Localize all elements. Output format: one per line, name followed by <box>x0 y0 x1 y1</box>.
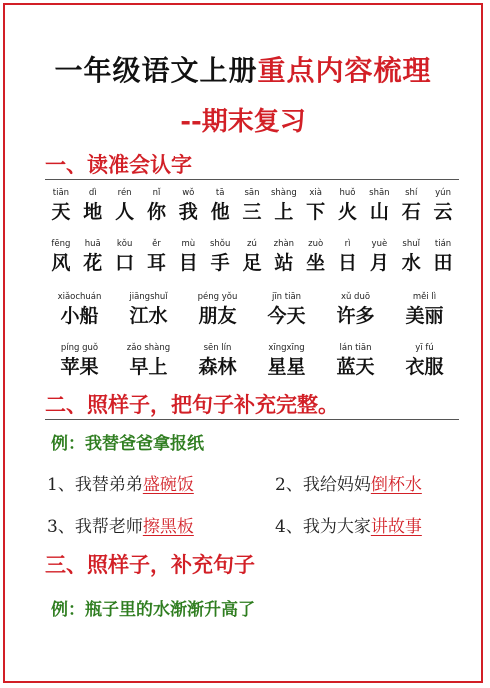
pinyin-label: xià <box>309 188 322 198</box>
char-row-1 <box>45 187 459 233</box>
hanzi-label: 火 <box>338 201 358 223</box>
pinyin-label: shí <box>405 188 418 198</box>
char-cell <box>395 187 427 225</box>
char-cell <box>77 238 109 276</box>
char-cell <box>204 238 236 276</box>
page-subtitle: --期末复习 <box>180 107 306 137</box>
section3-example: 例：瓶子里的水渐渐升高了 <box>51 600 255 620</box>
char-cell <box>172 238 204 276</box>
word-cell <box>114 342 183 380</box>
char-cell <box>332 187 364 225</box>
pinyin-label: yī fú <box>415 343 434 353</box>
char-cell <box>109 238 141 276</box>
hanzi-label: 天 <box>51 201 71 223</box>
hanzi-label: 苹果 <box>60 356 99 378</box>
pinyin-label: yún <box>435 188 451 198</box>
hanzi-label: 小船 <box>60 305 99 327</box>
char-cell <box>45 187 77 225</box>
pinyin-label: huǒ <box>339 188 356 198</box>
hanzi-label: 云 <box>433 201 453 223</box>
pinyin-label: lán tiān <box>339 343 372 353</box>
char-cell <box>363 187 395 225</box>
pinyin-label: měi lì <box>412 292 437 302</box>
hanzi-label: 江水 <box>129 305 168 327</box>
pinyin-label: shàng <box>270 188 297 198</box>
hanzi-label: 坐 <box>306 252 326 274</box>
hanzi-label: 衣服 <box>405 356 444 378</box>
section2-divider <box>45 419 459 420</box>
hanzi-label: 手 <box>210 252 230 274</box>
word-cell <box>183 291 252 329</box>
pinyin-label: dì <box>88 188 97 198</box>
word-cell <box>114 291 183 329</box>
hanzi-label: 上 <box>274 201 294 223</box>
sentence-prefix: 3、我帮老师 <box>47 517 143 537</box>
hanzi-label: 你 <box>146 201 166 223</box>
sentence-prefix: 1、我替弟弟 <box>47 475 143 495</box>
pinyin-label: shuǐ <box>402 239 420 249</box>
hanzi-label: 森林 <box>198 356 237 378</box>
word-cell <box>321 342 390 380</box>
pinyin-label: xīngxīng <box>268 343 305 353</box>
char-cell <box>141 187 173 225</box>
hanzi-label: 今天 <box>267 305 306 327</box>
pinyin-label: fēng <box>51 239 71 249</box>
hanzi-label: 地 <box>83 201 103 223</box>
word-cell <box>252 291 321 329</box>
hanzi-label: 站 <box>274 252 294 274</box>
pinyin-label: zuò <box>308 239 324 249</box>
hanzi-label: 星星 <box>267 356 306 378</box>
char-cell <box>395 238 427 276</box>
pinyin-label: kǒu <box>116 239 133 249</box>
pinyin-label: yuè <box>371 239 388 249</box>
pinyin-label: tiān <box>52 188 70 198</box>
pinyin-label: shǒu <box>209 239 231 249</box>
pinyin-label: zú <box>247 239 257 249</box>
section3-heading: 三、照样子，补充句子 <box>45 552 255 577</box>
title-part2: 重点内容梳理 <box>257 54 432 87</box>
pinyin-label: ěr <box>152 239 161 249</box>
word-row-1 <box>45 291 459 337</box>
hanzi-label: 田 <box>433 252 453 274</box>
hanzi-label: 朋友 <box>198 305 237 327</box>
char-cell <box>77 187 109 225</box>
hanzi-label: 石 <box>401 201 421 223</box>
pinyin-label: sēn lín <box>203 343 232 353</box>
char-cell <box>363 238 395 276</box>
char-cell <box>109 187 141 225</box>
section2-example: 例：我替爸爸拿报纸 <box>51 434 204 454</box>
char-cell <box>427 187 459 225</box>
word-cell <box>390 342 459 380</box>
sentence-item <box>275 512 422 537</box>
sentence-item <box>47 512 194 537</box>
hanzi-label: 许多 <box>336 305 375 327</box>
pinyin-label: shān <box>369 188 390 198</box>
char-cell <box>236 238 268 276</box>
pinyin-label: tā <box>215 188 225 198</box>
pinyin-label: rén <box>117 188 132 198</box>
hanzi-label: 人 <box>115 201 135 223</box>
pinyin-label: jīn tiān <box>271 292 302 302</box>
word-cell <box>183 342 252 380</box>
char-cell <box>300 238 332 276</box>
pinyin-label: zhàn <box>273 239 295 249</box>
hanzi-label: 山 <box>369 201 389 223</box>
pinyin-label: jiāngshuǐ <box>129 292 168 302</box>
sentence-answer: 擦黑板 <box>142 517 194 537</box>
title-part1: 一年级语文上册 <box>54 54 258 87</box>
word-cell <box>45 291 114 329</box>
hanzi-label: 足 <box>242 252 262 274</box>
pinyin-label: sān <box>244 188 260 198</box>
worksheet-page <box>3 3 483 683</box>
hanzi-label: 水 <box>401 252 421 274</box>
hanzi-label: 月 <box>369 252 389 274</box>
pinyin-label: píng guǒ <box>60 343 99 353</box>
hanzi-label: 耳 <box>146 252 166 274</box>
char-cell <box>300 187 332 225</box>
hanzi-label: 下 <box>306 201 326 223</box>
word-row-2 <box>45 342 459 388</box>
hanzi-label: 风 <box>51 252 71 274</box>
hanzi-label: 美丽 <box>405 305 444 327</box>
pinyin-label: wǒ <box>182 188 195 198</box>
char-cell <box>268 238 300 276</box>
section2-heading: 二、照样子，把句子补充完整。 <box>45 392 339 417</box>
char-cell <box>427 238 459 276</box>
page-title <box>5 49 481 89</box>
hanzi-label: 日 <box>338 252 358 274</box>
char-cell <box>45 238 77 276</box>
sentence-item <box>275 470 422 495</box>
word-cell <box>390 291 459 329</box>
pinyin-label: xiǎochuán <box>57 292 102 302</box>
hanzi-label: 我 <box>178 201 198 223</box>
sentence-answer: 倒杯水 <box>370 475 422 495</box>
char-cell <box>236 187 268 225</box>
sentence-prefix: 4、我为大家 <box>275 517 371 537</box>
char-cell <box>172 187 204 225</box>
hanzi-label: 他 <box>210 201 230 223</box>
pinyin-label: rì <box>344 239 351 249</box>
pinyin-label: nǐ <box>152 188 161 198</box>
hanzi-label: 早上 <box>129 356 168 378</box>
pinyin-label: huā <box>84 239 101 249</box>
pinyin-label: tián <box>434 239 452 249</box>
pinyin-label: péng yǒu <box>197 292 238 302</box>
pinyin-label: zǎo shàng <box>126 343 171 353</box>
hanzi-label: 三 <box>242 201 262 223</box>
sentence-answer: 讲故事 <box>370 517 422 537</box>
word-cell <box>252 342 321 380</box>
section1-divider <box>45 179 459 180</box>
word-cell <box>321 291 390 329</box>
sentence-answer: 盛碗饭 <box>142 475 194 495</box>
hanzi-label: 蓝天 <box>336 356 375 378</box>
sentence-item <box>47 470 194 495</box>
char-row-2 <box>45 238 459 284</box>
section1-heading: 一、读准会认字 <box>45 152 192 177</box>
char-cell <box>204 187 236 225</box>
char-cell <box>141 238 173 276</box>
hanzi-label: 口 <box>115 252 135 274</box>
word-cell <box>45 342 114 380</box>
hanzi-label: 目 <box>178 252 198 274</box>
sentence-prefix: 2、我给妈妈 <box>275 475 371 495</box>
char-cell <box>332 238 364 276</box>
pinyin-label: mù <box>181 239 196 249</box>
pinyin-label: xǔ duō <box>340 292 371 302</box>
char-cell <box>268 187 300 225</box>
hanzi-label: 花 <box>83 252 103 274</box>
